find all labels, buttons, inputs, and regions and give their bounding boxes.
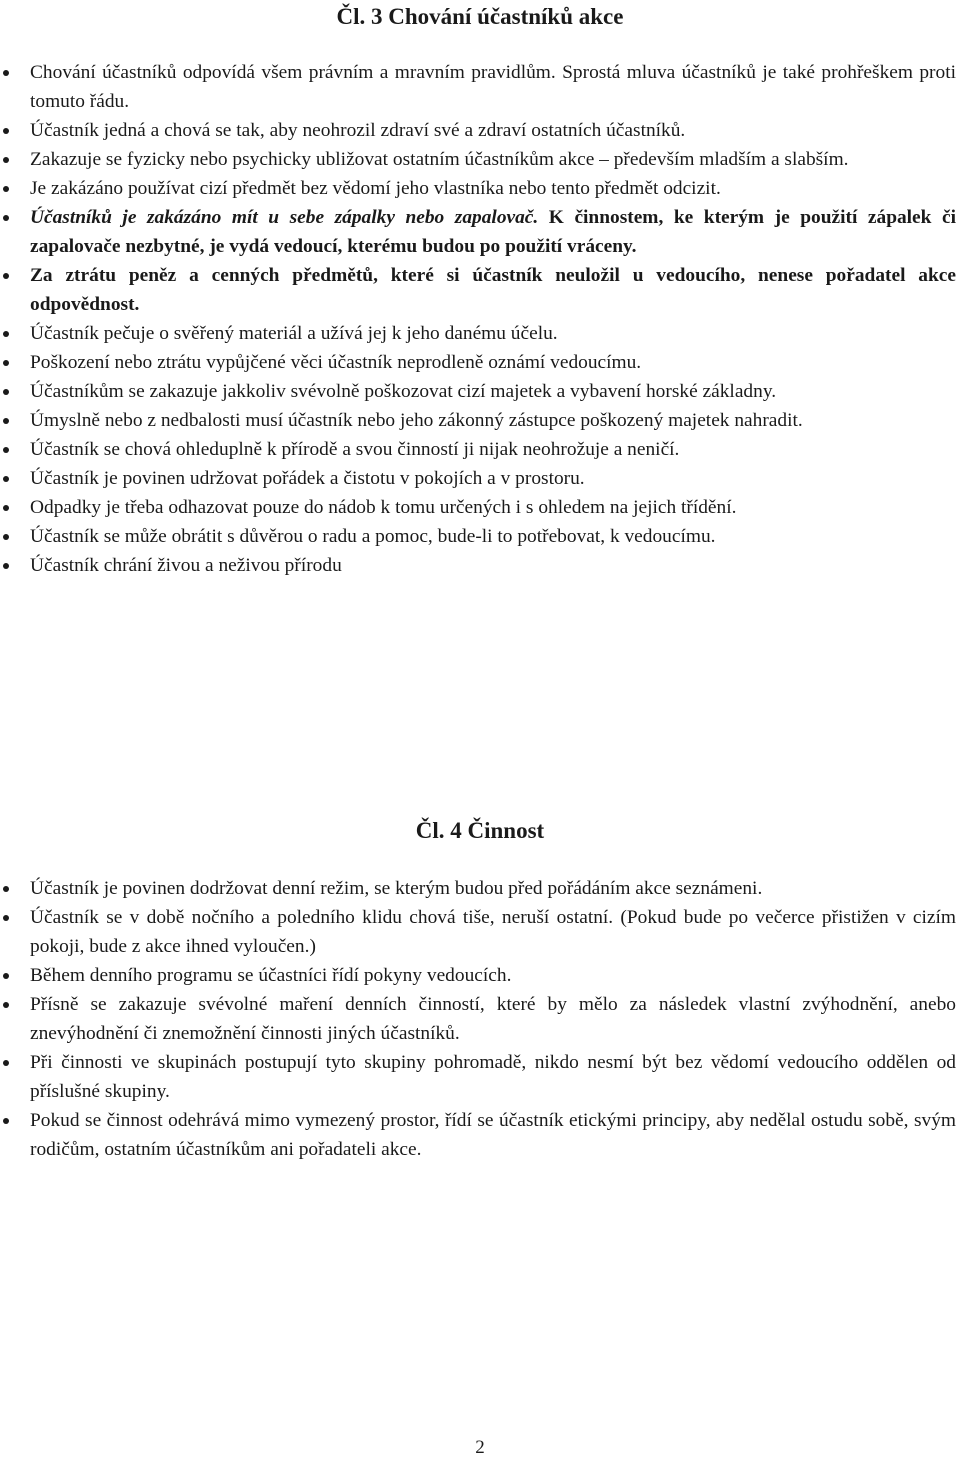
bullet-icon: [3, 505, 9, 511]
list-item: [0, 58, 956, 116]
list-item-text: Účastník pečuje o svěřený materiál a užívá jej k jeho danému účelu.: [30, 323, 558, 344]
list-item-text: Poškození nebo ztrátu vypůjčené věci účastník neprodleně oznámí vedoucímu.: [30, 352, 642, 373]
list-item-text: Účastník se chová ohleduplně k přírodě a svou činností ji nijak neohrožuje a neničí.: [30, 439, 680, 460]
list-item-text: Zakazuje se fyzicky nebo psychicky ubližovat ostatním účastníkům akce – především mladším a slabším.: [30, 149, 849, 170]
list-item: [0, 961, 956, 990]
article-4-heading: Čl. 4 Činnost: [415, 818, 545, 843]
list-item-text: Účastník se může obrátit s důvěrou o radu a pomoc, bude-li to potřebovat, k vedoucímu.: [30, 526, 716, 547]
list-item: [0, 261, 956, 319]
list-item-text: Při činnosti ve skupinách postupují tyto skupiny pohromadě, nikdo nesmí být bez vědomí vedoucího oddělen od příslušné skupiny.: [30, 1052, 956, 1102]
list-item: [0, 319, 956, 348]
list-item: [0, 493, 956, 522]
bullet-icon: [3, 273, 9, 279]
bullet-icon: [3, 1002, 9, 1008]
list-item-text: Za ztrátu peněz a cenných předmětů, které si účastník neuložil u vedoucího, nenese pořadatel akce odpovědnost.: [30, 265, 956, 315]
list-item: [0, 522, 956, 551]
list-item-text: Chování účastníků odpovídá všem právním a mravním pravidlům. Sprostá mluva účastníků je také prohřeškem proti tomuto řádu.: [30, 62, 956, 112]
list-item: [0, 551, 956, 580]
list-item: [0, 874, 956, 903]
article-4-rules-list: [0, 874, 956, 1164]
list-item: [0, 145, 956, 174]
bullet-icon: [3, 915, 9, 921]
list-item: [0, 174, 956, 203]
list-item: [0, 1106, 956, 1164]
list-item: [0, 903, 956, 961]
list-item-text: Úmyslně nebo z nedbalosti musí účastník nebo jeho zákonný zástupce poškozený majetek nahradit.: [30, 410, 803, 431]
bullet-icon: [3, 476, 9, 482]
article-3-rules-list: [0, 58, 956, 580]
bullet-icon: [3, 418, 9, 424]
list-item: [0, 464, 956, 493]
list-item: [0, 435, 956, 464]
list-item-text: Účastník chrání živou a neživou přírodu: [30, 555, 342, 576]
bullet-icon: [3, 215, 9, 221]
bullet-icon: [3, 534, 9, 540]
list-item: [0, 116, 956, 145]
list-item: [0, 406, 956, 435]
list-item-text: Účastník je povinen udržovat pořádek a čistotu v pokojích a v prostoru.: [30, 468, 585, 489]
bullet-icon: [3, 563, 9, 569]
list-item-emphasis: Účastníků je zakázáno mít u sebe zápalky nebo zapalovač.: [30, 207, 539, 228]
list-item: [0, 990, 956, 1048]
bullet-icon: [3, 886, 9, 892]
list-item: [0, 1048, 956, 1106]
bullet-icon: [3, 157, 9, 163]
bullet-icon: [3, 331, 9, 337]
bullet-icon: [3, 128, 9, 134]
page-number: 2: [475, 1437, 485, 1458]
bullet-icon: [3, 186, 9, 192]
list-item: [0, 203, 956, 261]
list-item: [0, 377, 956, 406]
list-item-text: Je zakázáno používat cizí předmět bez vědomí jeho vlastníka nebo tento předmět odcizit.: [30, 178, 721, 199]
bullet-icon: [3, 447, 9, 453]
list-item-text: Účastník je povinen dodržovat denní režim, se kterým budou před pořádáním akce seznámeni.: [30, 878, 763, 899]
list-item-text: Účastník jedná a chová se tak, aby neohrozil zdraví své a zdraví ostatních účastníků.: [30, 120, 686, 141]
list-item-text: Odpadky je třeba odhazovat pouze do nádob k tomu určených i s ohledem na jejich třídění.: [30, 497, 737, 518]
bullet-icon: [3, 360, 9, 366]
list-item: [0, 348, 956, 377]
list-item-text: K činnostem, ke kterým je použití zápalek či zapalovače nezbytné, je vydá vedoucí, kterému budou po použití vráceny.: [30, 207, 956, 257]
bullet-icon: [3, 973, 9, 979]
list-item-text: Pokud se činnost odehrává mimo vymezený prostor, řídí se účastník etickými principy, aby nedělal ostudu sobě, svým rodičům, ostatním účastníkům ani pořadateli akce.: [30, 1110, 956, 1160]
bullet-icon: [3, 1060, 9, 1066]
bullet-icon: [3, 70, 9, 76]
list-item-text: Přísně se zakazuje svévolné maření denních činností, které by mělo za následek vlastní zvýhodnění, anebo znevýhodnění či znemožnění činnosti jiných účastníků.: [30, 994, 956, 1044]
list-item-text: Během denního programu se účastníci řídí pokyny vedoucích.: [30, 965, 512, 986]
article-3-heading: Čl. 3 Chování účastníků akce: [336, 4, 624, 29]
list-item-text: Účastník se v době nočního a poledního klidu chová tiše, neruší ostatní. (Pokud bude po večerce přistižen v cizím pokoji, bude z akce ihned vyloučen.): [30, 907, 956, 957]
bullet-icon: [3, 1118, 9, 1124]
bullet-icon: [3, 389, 9, 395]
list-item-text: Účastníkům se zakazuje jakkoliv svévolně poškozovat cizí majetek a vybavení horské základny.: [30, 381, 777, 402]
